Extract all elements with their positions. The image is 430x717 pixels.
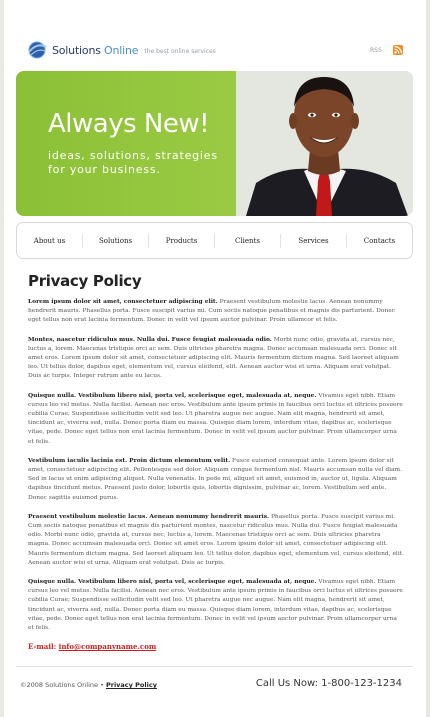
main-nav: [16, 222, 413, 259]
nav-item-products[interactable]: Products: [149, 234, 215, 248]
email-label: E-mail:: [28, 642, 57, 652]
nav-item-contacts[interactable]: Contacts: [363, 236, 396, 245]
hero-banner: [16, 71, 413, 216]
banner-title: Always New!: [48, 109, 210, 139]
page: [4, 0, 426, 717]
main-content: [28, 272, 404, 651]
nav-item-services[interactable]: Services: [281, 234, 347, 248]
rss-icon[interactable]: [393, 45, 403, 55]
footer-copyright: [20, 681, 157, 689]
logo[interactable]: [26, 38, 216, 62]
paragraph: [28, 391, 404, 447]
banner-subtitle: [48, 149, 218, 177]
paragraph: [28, 456, 404, 503]
paragraph-body: Phasellus porta. Fusce suscipit varius mi. Cum sociis natoque penatibus et magnis dis parturient montes, nascetur ridiculus mus. Nulla dui. Fusce feugiat malesuada odio. Morbi nunc odio, gravida at, cursus nec, luctus a, lorem. Maecenas tristique orci ac sem. Duis ultricies pharetra magna. Donec accumsan malesuada orci. Donec sit amet eros. Lorem ipsum dolor sit amet, consectetuer adipiscing elit. Mauris fermentum dictum magna. Sed laoreet aliquam leo. Ut tellus dolor, dapibus eget, elementum vel, cursus eleifend, elit. Aenean auctor wisi et urna. Aliquam erat volutpat. Duis ac turpis.: [28, 513, 404, 566]
nav-item-clients[interactable]: Clients: [215, 234, 281, 248]
nav-item-about-us[interactable]: About us: [17, 234, 83, 248]
paragraph: [28, 577, 404, 633]
paragraph-lead: Lorem ipsum dolor sit amet, consectetuer adipiscing elit.: [28, 298, 218, 305]
footer-divider: [16, 666, 413, 667]
email-line: [28, 642, 404, 651]
paragraph: [28, 512, 404, 568]
paragraph-lead: Quisque nulla. Vestibulum libero nisl, porta vel, scelerisque eget, malesuada at, neque.: [28, 578, 317, 586]
paragraph-body: Vivamus eget nibh. Etiam cursus leo vel metus. Nulla facilisi. Aenean nec eros. Vestibulum ante ipsum primis in faucibus orci luctus et ultrices posuere cubilia Curae; Suspendisse sollicitudin velit sed leo. Ut pharetra augue nec augue. Nam elit magna, hendrerit sit amet, tincidunt ac, viverra sed, nulla. Donec porta diam eu massa. Quisque diam lorem, interdum vitae, dapibus ac, scelerisque vitae, pede. Donec eget tellus non erat lacinia fermentum. Donec in velit vel ipsum auctor pulvinar. Proin ullamcorper urna et felis.: [28, 392, 403, 445]
rss-link[interactable]: RSS: [370, 47, 382, 54]
paragraph-body: Morbi nunc odio, gravida at, cursus nec, luctus a, lorem. Maecenas tristique orci ac sem. Duis ultricies pharetra magna. Donec accumsan malesuada orci. Donec sit amet eros. Lorem ipsum dolor sit amet, consectetuer adipiscing elit. Mauris fermentum dictum magna. Sed laoreet aliquam leo. Ut tellus dolor, dapibus eget, elementum vel, cursus eleifend, elit. Aenean auctor wisi et urna. Aliquam erat volutpat. Duis ac turpis. Integer rutrum ante eu lacus.: [28, 336, 399, 380]
footer-phone: Call Us Now: 1-800-123-1234: [255, 678, 402, 689]
paragraph-body: Vivamus eget nibh. Etiam cursus leo vel metus. Nulla facilisi. Aenean nec eros. Vestibulum ante ipsum primis in faucibus orci luctus et ultrices posuere cubilia Curae; Suspendisse sollicitudin velit sed leo. Ut pharetra augue nec augue. Nam elit magna, hendrerit sit amet, tincidunt ac, viverra sed, nulla. Donec porta diam eu massa. Quisque diam lorem, interdum vitae, dapibus ac, scelerisque vitae, pede. Donec eget tellus non erat lacinia fermentum. Donec in velit vel ipsum auctor pulvinar. Proin ullamcorper urna et felis.: [28, 579, 403, 632]
paragraph-lead: Praesent vestibulum molestie lacus. Aenean nonummy hendrerit mauris.: [28, 512, 270, 520]
page-title: Privacy Policy: [28, 272, 142, 290]
logo-main: Solutions: [52, 43, 101, 57]
paragraph-lead: Vestibulum iaculis lacinia est. Proin dictum elementum velit.: [28, 456, 231, 464]
businessman-photo: [236, 71, 413, 216]
paragraph: [28, 297, 404, 326]
paragraph-body: Praesent vestibulum molestie lacus. Aenean nonummy hendrerit mauris. Phasellus porta. Fusce suscipit varius mi. Cum sociis natoque penatibus et magnis dis parturient. Donec eget tellus non erat lacinia fermentum. Donec in velit vel ipsum auctor pulvinar. Proin ullamcor et felis.: [28, 299, 395, 324]
paragraph-lead: Montes, nascetur ridiculus mus. Nulla dui. Fusce feugiat malesuada odio.: [28, 335, 272, 343]
privacy-policy-link[interactable]: Privacy Policy: [105, 681, 157, 689]
paragraph-lead: Quisque nulla. Vestibulum libero nisl, porta vel, scelerisque eget, malesuada at, neque.: [28, 391, 317, 399]
nav-item-solutions[interactable]: Solutions: [83, 234, 149, 248]
paragraph: [28, 335, 404, 382]
paragraph-body: Fusce euismod consequat ante. Lorem ipsum dolor sit amet, consectetuer adipiscing elit. Pellentesque sed dolor. Aliquam congue fermentum nisl. Mauris accumsan nulla vel diam. Sed in lacus ut enim adipiscing aliquet. Nulla venenatis. In pede mi, aliquet sit amet, euismod in, auctor ut, ligula. Aliquam dapibus tincidunt metus. Praesent justo dolor, lobortis quis, lobortis dignissim, pulvinar ac, lorem. Vestibulum sed ante. Donec sagittis euismod purus.: [28, 457, 402, 501]
banner-subtitle-line-1: ideas, solutions, strategies: [48, 149, 218, 162]
email-link[interactable]: info@companyname.com: [58, 642, 157, 652]
copyright-text: ©2008 Solutions Online •: [20, 681, 106, 689]
globe-icon: [26, 40, 48, 60]
tagline: the best online services: [144, 48, 216, 55]
logo-accent: Online: [104, 43, 139, 57]
logo-text: [52, 44, 138, 57]
banner-subtitle-line-2: for your business.: [48, 163, 161, 176]
